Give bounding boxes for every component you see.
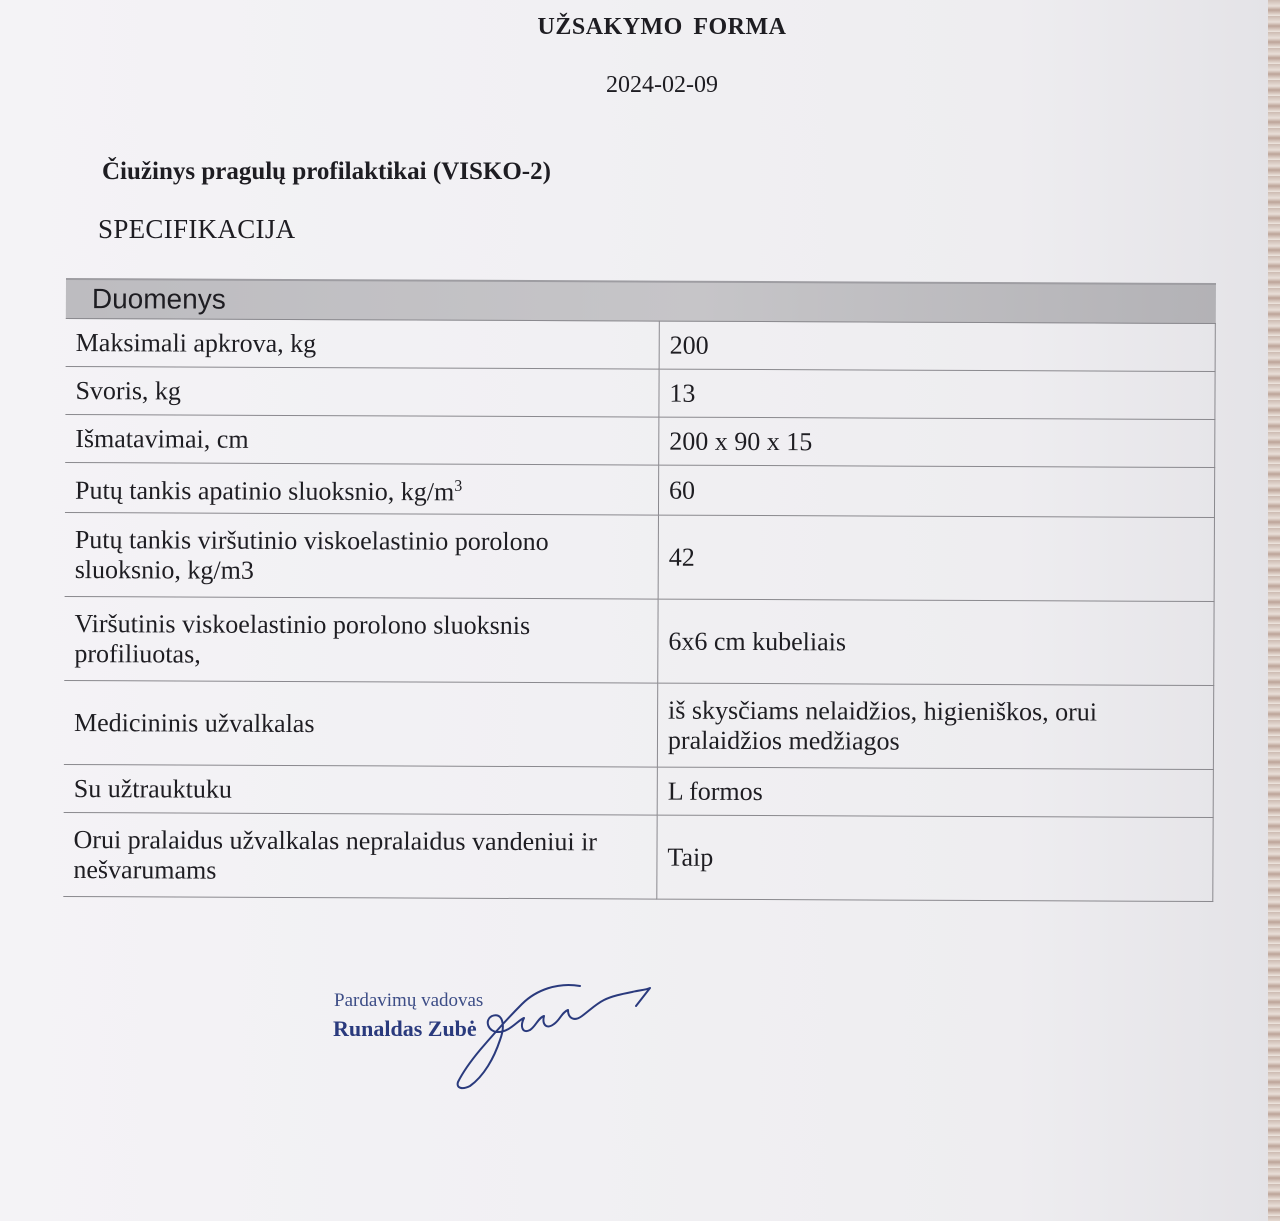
background-fabric-edge bbox=[1268, 0, 1280, 1221]
row-value: 60 bbox=[658, 465, 1214, 517]
row-label: Orui pralaidus užvalkalas nepralaidus vandeniui ir nešvarumams bbox=[63, 812, 657, 899]
signer-name: Runaldas Zubė bbox=[333, 1016, 477, 1041]
specification-table bbox=[63, 278, 1216, 902]
row-value: 200 x 90 x 15 bbox=[659, 417, 1215, 467]
signer-role: Pardavimų vadovas bbox=[334, 990, 484, 1011]
row-label: Medicininis užvalkalas bbox=[64, 680, 658, 767]
table-row bbox=[65, 512, 1215, 601]
row-label: Išmatavimai, cm bbox=[65, 414, 659, 465]
table-row bbox=[65, 414, 1215, 467]
section-title: SPECIFIKACIJA bbox=[98, 214, 296, 244]
table-row bbox=[64, 680, 1214, 769]
table-row bbox=[64, 764, 1214, 817]
signature-block bbox=[330, 978, 670, 1098]
row-value: 6x6 cm kubeliais bbox=[658, 599, 1214, 685]
row-label: Maksimali apkrova, kg bbox=[66, 318, 660, 369]
form-title: UŽSAKYMO FORMA bbox=[537, 14, 787, 40]
table-row bbox=[64, 596, 1214, 685]
row-label: Putų tankis viršutinio viskoelastinio porolono sluoksnio, kg/m3 bbox=[65, 512, 659, 599]
row-value: Taip bbox=[657, 815, 1213, 901]
row-value: 200 bbox=[659, 321, 1215, 371]
row-label-text: Putų tankis apatinio sluoksnio, kg/m bbox=[75, 475, 455, 507]
table-row bbox=[65, 366, 1215, 419]
form-date: 2024-02-09 bbox=[606, 72, 718, 98]
row-label: Svoris, kg bbox=[65, 366, 659, 417]
row-label bbox=[65, 462, 659, 515]
row-value: 13 bbox=[659, 369, 1215, 419]
row-value: 42 bbox=[658, 515, 1214, 601]
row-value: iš skysčiams nelaidžios, higieniškos, orui pralaidžios medžiagos bbox=[657, 683, 1213, 769]
row-label-superscript: 3 bbox=[454, 477, 463, 495]
row-value: L formos bbox=[657, 767, 1213, 817]
product-name: Čiužinys pragulų profilaktikai (VISKO-2) bbox=[102, 158, 551, 185]
table-row bbox=[66, 318, 1216, 371]
table-row bbox=[65, 462, 1215, 517]
handwritten-signature bbox=[440, 978, 660, 1093]
row-label: Viršutinis viskoelastinio porolono sluoksnis profiliuotas, bbox=[64, 596, 658, 683]
row-label: Su užtrauktuku bbox=[64, 764, 658, 815]
table-row bbox=[63, 812, 1213, 901]
table-header: Duomenys bbox=[66, 279, 1216, 324]
